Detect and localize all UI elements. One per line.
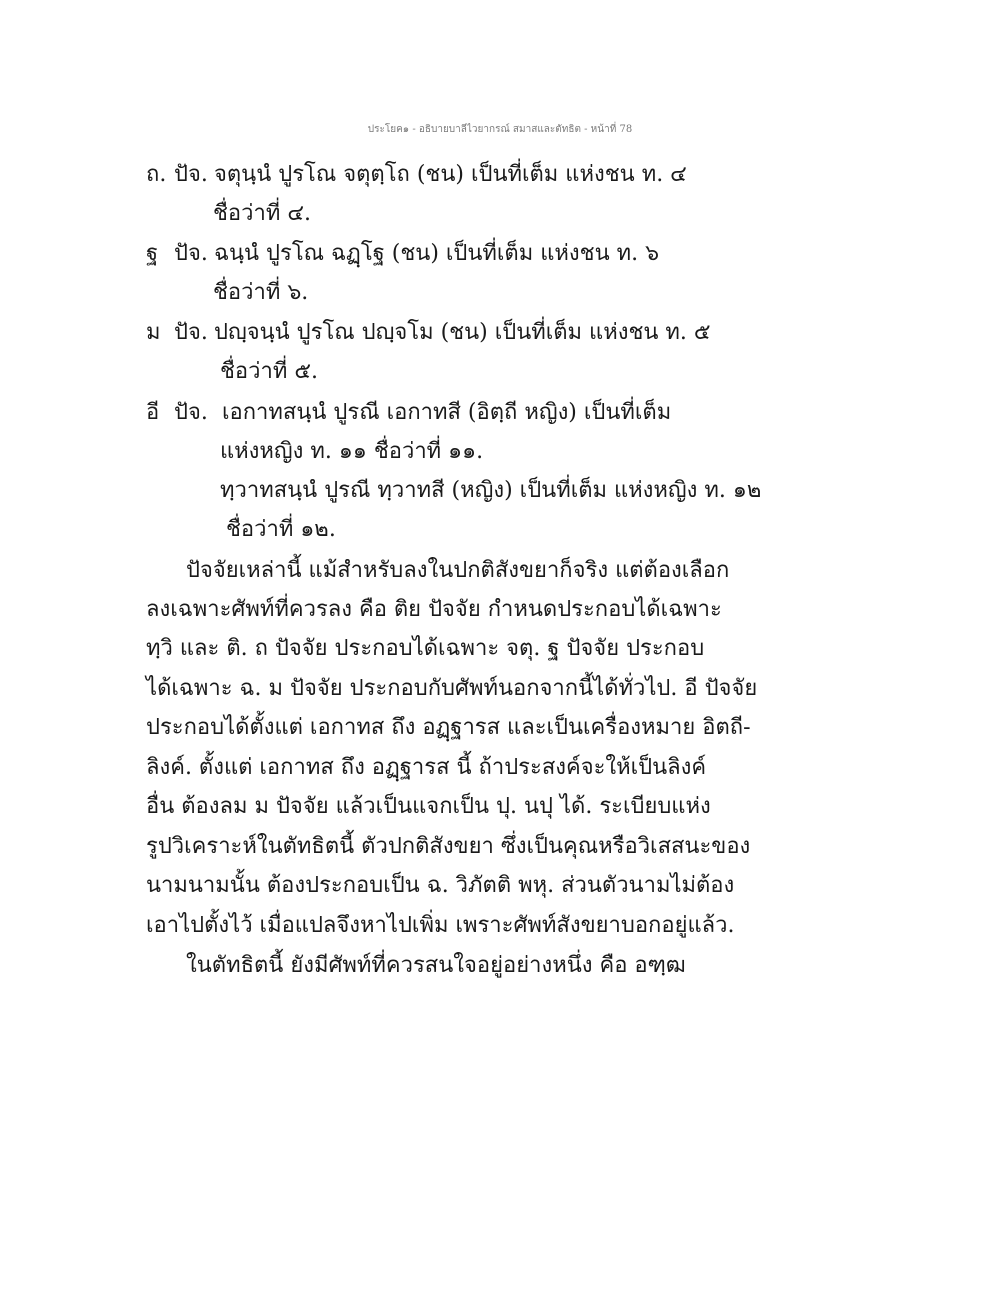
suffix-mark: อี <box>146 400 160 425</box>
suffix-abbrev: ปัจ. <box>174 320 208 345</box>
paragraph-line: เอาไปตั้งไว้ เมื่อแปลจึงหาไปเพิ่ม เพราะศัพท์สังขยาบอกอยู่แล้ว. <box>146 913 735 938</box>
paragraph-line: ปัจจัยเหล่านี้ แม้สำหรับลงในปกติสังขยาก็จริง แต่ต้องเลือก <box>186 558 730 583</box>
example-text: ฉนฺนํ ปูรโณ ฉฏฺโฐ (ชน) เป็นที่เต็ม แห่งชน ท. ๖ <box>214 241 660 266</box>
suffix-abbrev: ปัจ. <box>174 400 208 425</box>
example-text: เอกาทสนฺนํ ปูรณี เอกาทสี (อิตฺถี หญิง) เป็นที่เต็ม <box>222 400 672 425</box>
paragraph-line: ประกอบได้ตั้งแต่ เอกาทส ถึง อฏฺฐารส และเป็นเครื่องหมาย อิตถี- <box>146 715 751 740</box>
suffix-abbrev: ปัจ. <box>174 241 208 266</box>
example-text: ปญฺจนฺนํ ปูรโณ ปญฺจโม (ชน) เป็นที่เต็ม แห่งชน ท. ๕ <box>214 320 711 345</box>
suffix-mark: ถ. <box>146 162 167 187</box>
example-continuation: แห่งหญิง ท. ๑๑ ชื่อว่าที่ ๑๑. <box>220 439 484 464</box>
paragraph-line: ได้เฉพาะ ฉ. ม ปัจจัย ประกอบกับศัพท์นอกจากนี้ได้ทั่วไป. อี ปัจจัย <box>146 676 758 701</box>
paragraph-line: รูปวิเคราะห์ในตัทธิตนี้ ตัวปกติสังขยา ซึ่งเป็นคุณหรือวิเสสนะของ <box>146 834 751 859</box>
example-continuation: ชื่อว่าที่ ๕. <box>220 359 318 384</box>
example-continuation: ชื่อว่าที่ ๑๒. <box>226 517 336 542</box>
paragraph-line: ลิงค์. ตั้งแต่ เอกาทส ถึง อฏฺฐารส นี้ ถ้าประสงค์จะให้เป็นลิงค์ <box>146 755 707 780</box>
example-text: ทฺวาทสนฺนํ ปูรณี ทฺวาทสี (หญิง) เป็นที่เต็ม แห่งหญิง ท. ๑๒ <box>220 478 762 503</box>
paragraph-line: ในตัทธิตนี้ ยังมีศัพท์ที่ควรสนใจอยู่อย่างหนึ่ง คือ อฑฺฒ <box>186 953 686 978</box>
paragraph-line: ลงเฉพาะศัพท์ที่ควรลง คือ ติย ปัจจัย กำหนดประกอบได้เฉพาะ <box>146 597 722 622</box>
page-header: ประโยค๑ - อธิบายบาลีไวยากรณ์ สมาสและตัทธิต - หน้าที่ 78 <box>367 124 633 135</box>
example-continuation: ชื่อว่าที่ ๔. <box>213 201 311 226</box>
suffix-abbrev: ปัจ. <box>174 162 208 187</box>
example-continuation: ชื่อว่าที่ ๖. <box>213 280 309 305</box>
example-text: จตุนฺนํ ปูรโณ จตุตฺโถ (ชน) เป็นที่เต็ม แห่งชน ท. ๔ <box>214 162 687 187</box>
suffix-mark: ฐ <box>146 241 159 266</box>
suffix-mark: ม <box>146 320 161 345</box>
paragraph-line: นามนามนั้น ต้องประกอบเป็น ฉ. วิภัตติ พหุ. ส่วนตัวนามไม่ต้อง <box>146 873 735 898</box>
paragraph-line: ทฺวิ และ ติ. ถ ปัจจัย ประกอบได้เฉพาะ จตุ. ฐ ปัจจัย ประกอบ <box>146 636 705 661</box>
paragraph-line: อื่น ต้องลม ม ปัจจัย แล้วเป็นแจกเป็น ปุ. นปุ ได้. ระเบียบแห่ง <box>146 794 711 819</box>
